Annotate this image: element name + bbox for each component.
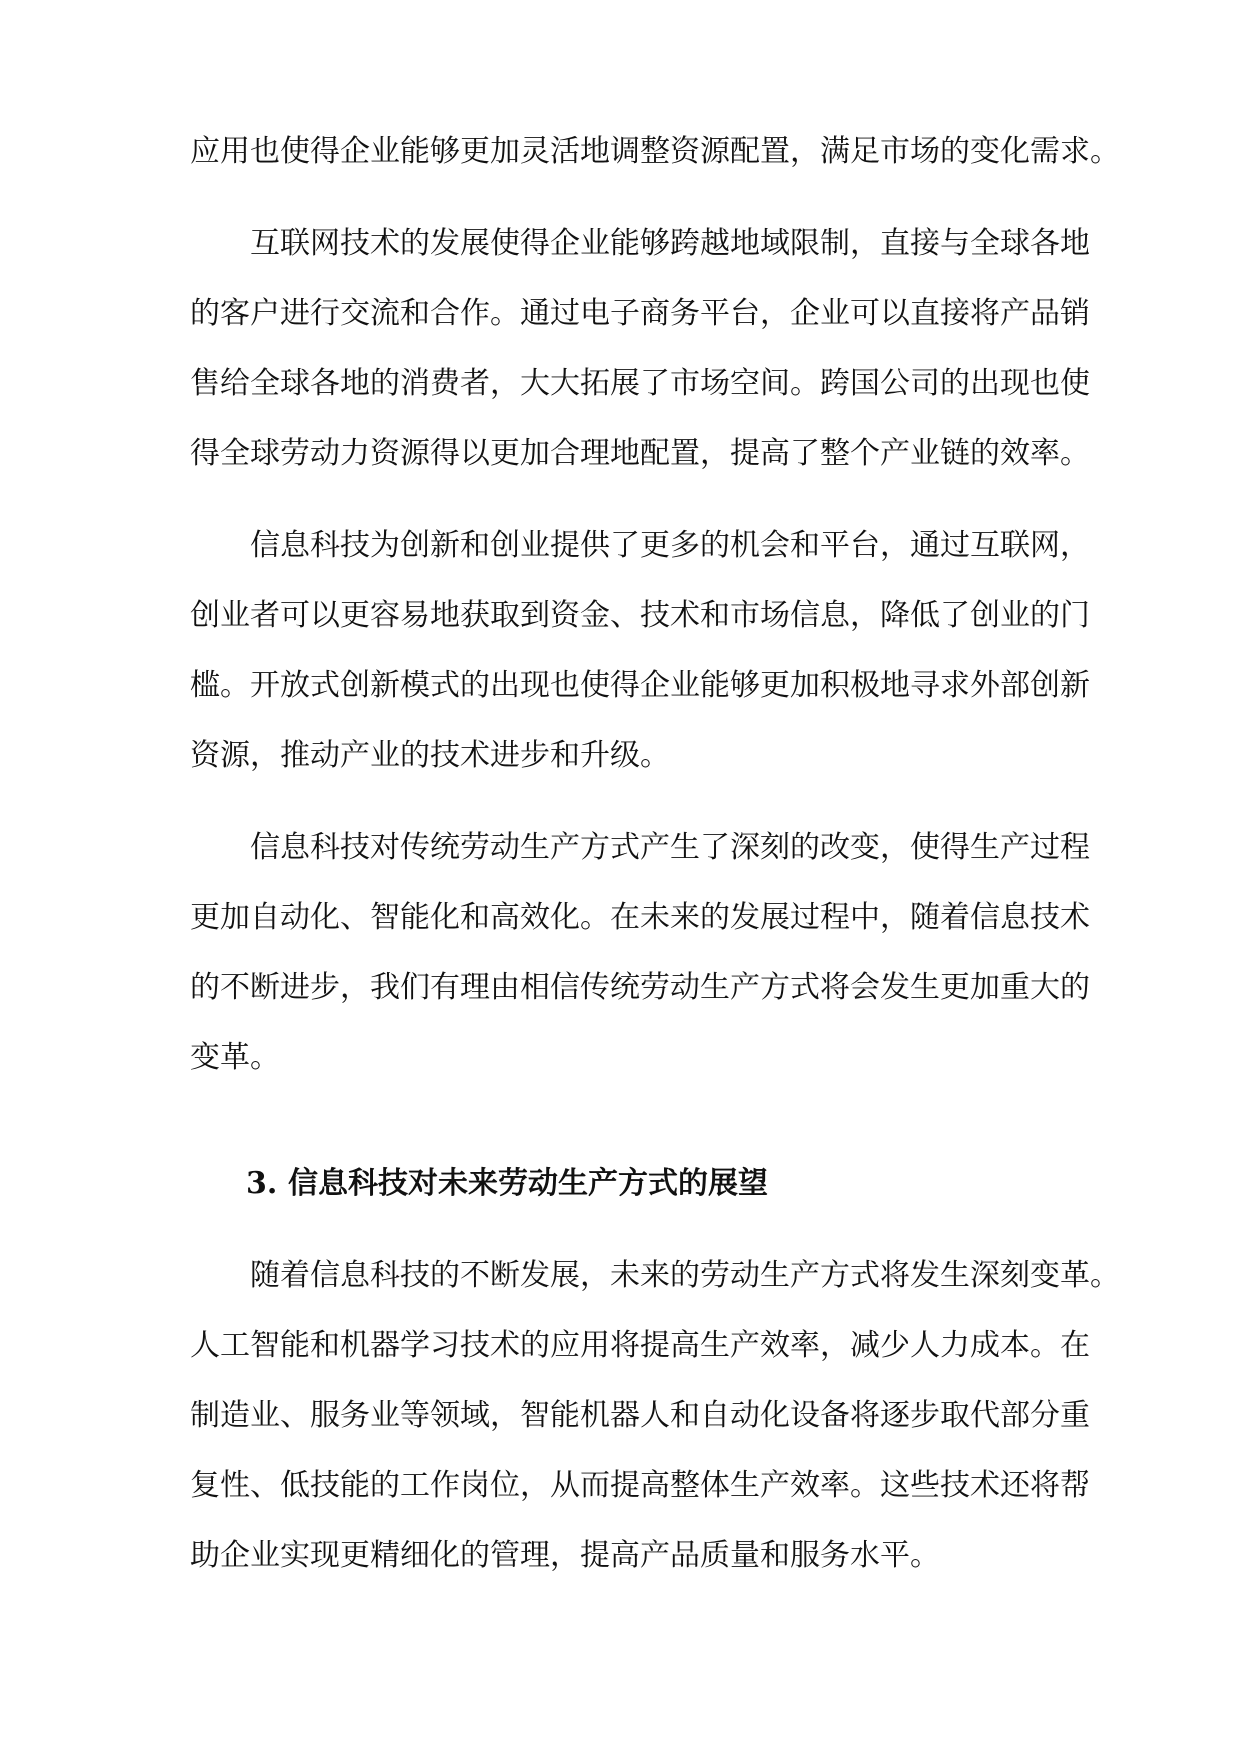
paragraph-line: 得全球劳动力资源得以更加合理地配置，提高了整个产业链的效率。 (190, 436, 1090, 471)
paragraph-line: 槛。开放式创新模式的出现也使得企业能够更加积极地寻求外部创新 (190, 668, 1090, 703)
paragraph-line: 售给全球各地的消费者，大大拓展了市场空间。跨国公司的出现也使 (190, 366, 1090, 401)
paragraph-line: 复性、低技能的工作岗位，从而提高整体生产效率。这些技术还将帮 (190, 1468, 1090, 1503)
section-number: 3. (246, 1166, 278, 1201)
paragraph-line: 随着信息科技的不断发展，未来的劳动生产方式将发生深刻变革。 (250, 1258, 1120, 1293)
paragraph-line: 人工智能和机器学习技术的应用将提高生产效率，减少人力成本。在 (190, 1328, 1090, 1363)
section-heading (246, 1156, 768, 1212)
paragraph-line: 更加自动化、智能化和高效化。在未来的发展过程中，随着信息技术 (190, 900, 1090, 935)
paragraph-line: 的不断进步，我们有理由相信传统劳动生产方式将会发生更加重大的 (190, 970, 1090, 1005)
paragraph-line: 变革。 (190, 1040, 280, 1075)
paragraph-line: 资源，推动产业的技术进步和升级。 (190, 738, 670, 773)
paragraph-line: 信息科技对传统劳动生产方式产生了深刻的改变，使得生产过程 (250, 830, 1090, 865)
paragraph-line: 互联网技术的发展使得企业能够跨越地域限制，直接与全球各地 (250, 226, 1090, 261)
section-title: 信息科技对未来劳动生产方式的展望 (288, 1166, 768, 1201)
paragraph-line: 助企业实现更精细化的管理，提高产品质量和服务水平。 (190, 1538, 940, 1573)
paragraph-line: 创业者可以更容易地获取到资金、技术和市场信息，降低了创业的门 (190, 598, 1090, 633)
paragraph-line: 制造业、服务业等领域，智能机器人和自动化设备将逐步取代部分重 (190, 1398, 1090, 1433)
paragraph-line: 信息科技为创新和创业提供了更多的机会和平台，通过互联网， (250, 528, 1090, 563)
paragraph-line: 的客户进行交流和合作。通过电子商务平台，企业可以直接将产品销 (190, 296, 1090, 331)
paragraph-line: 应用也使得企业能够更加灵活地调整资源配置，满足市场的变化需求。 (190, 134, 1120, 169)
